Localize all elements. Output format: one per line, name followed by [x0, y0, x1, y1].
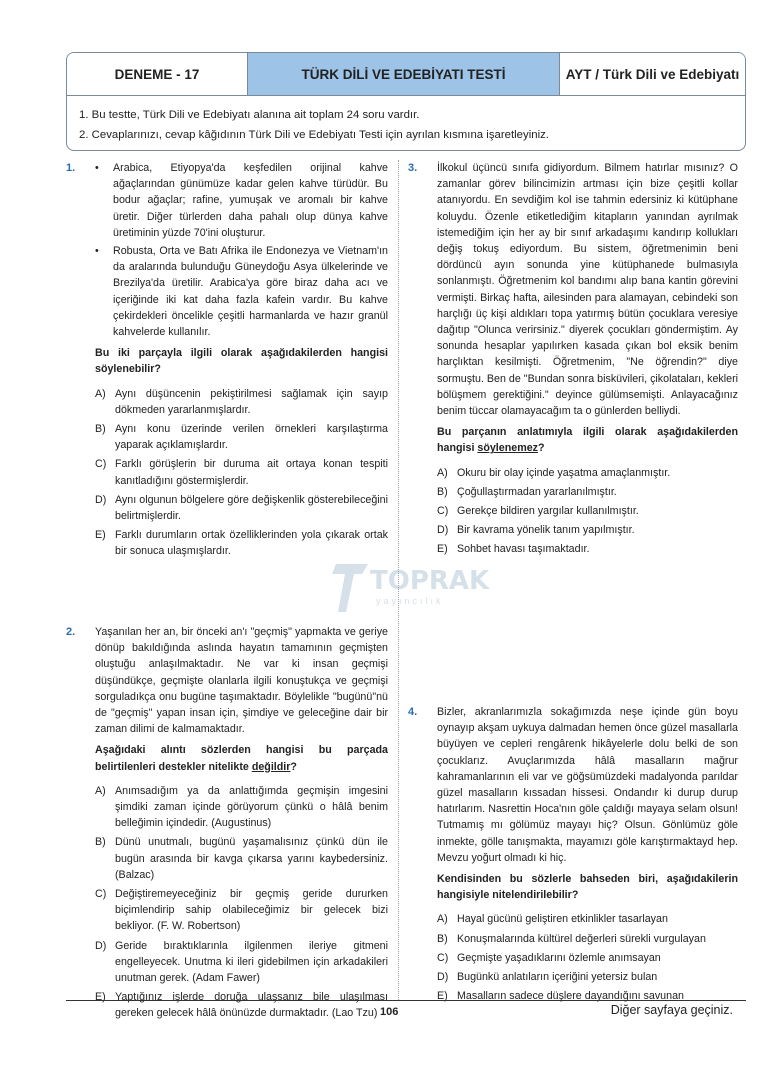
- bullet-text: Arabica, Etiyopya'da keşfedilen orijinal kahve ağaçlarından günümüze kadar gelen kahve türüdür. Bu bodur ağaçlar; rafine, yumuşak ve aromalı bir kahve üretir. Diğer türlerden daha pahalı olup dünya kahve üretiminin yüzde 70'ini oluşturur.: [113, 162, 388, 239]
- option-b[interactable]: [437, 484, 738, 500]
- option-d[interactable]: [437, 522, 738, 538]
- option-text: Yaptığınız işlerde doruğa ulaşsanız bile ulaşılması gereken gelecek hâlâ önünüzde durmaktadır. (Lao Tzu): [115, 991, 388, 1020]
- instructions-box: [66, 96, 746, 151]
- option-letter: A): [437, 466, 448, 479]
- instruction-item: 1. Bu testte, Türk Dili ve Edebiyatı alanına ait toplam 24 soru vardır.: [79, 109, 420, 121]
- question-stem: Kendisinden bu sözlerle bahseden biri, aşağıdakilerin hangisiyle nitelendirilebilir?: [437, 873, 738, 902]
- option-letter: D): [437, 524, 449, 537]
- option-letter: D): [95, 493, 107, 506]
- footer-divider: [66, 1000, 746, 1001]
- option-text: Aynı konu üzerinde verilen örnekleri karşılaştırma yaparak açıklamışlardır.: [115, 423, 388, 452]
- stem-end: ?: [290, 760, 297, 773]
- question-2: [66, 624, 388, 1025]
- option-text: Bugünkü anlatıların içeriğini yetersiz bulan: [457, 971, 658, 984]
- bullet-item: [95, 243, 388, 340]
- subject-label: AYT / Türk Dili ve Edebiyatı: [559, 53, 745, 95]
- option-text: Sohbet havası taşımaktadır.: [457, 543, 590, 556]
- question-number: 1.: [66, 162, 76, 174]
- question-passage: Bizler, akranlarımızla sokağımızda neşe içinde gün boyu oynayıp akşam uykuya dalmadan hemen önce güzel masallarla büyüyen ve cepleri rengârenk hikâyelerle dolu belki de son çocuklarız. Avuçlarımızda hâlâ masalların mağrur kahramanlarının eli var ve göğsümüzdeki madalyonda parıldar güzel masalların kıssadan hissesi. Ondandır ki durup durup hatırlarım. Nasrettin Hoca'nın göle çaldığı mayaya selam olsun! Tutmamış mı gölümüz mayayı hiç? Olsun. Gönlümüz göle inmekte, gölle tanışmakta, mayamızı göle karıştırmaktayd hep. Mevzu yoğurt olmadı ki hiç.: [437, 706, 738, 864]
- option-letter: A): [95, 784, 106, 797]
- option-letter: C): [95, 888, 107, 901]
- question-passage: Yaşanılan her an, bir önceki an'ı "geçmiş" yapmakta ve geriye dönüp bakıldığında aslında hayatın tamamının geçmişten oluştuğu anlaşılmaktadır. Ne var ki insan geçmişi düşündükçe, geçmişte olanlarla ilgili konuştukça ve geçmişi sorguladıkça onu bugüne taşımaktadır. Böylelikle "bugünü"nü de "geçmiş" yapan insan için, şimdiye ve geleceğine dair bir zaman dilimi de kalmamaktadır.: [95, 626, 388, 736]
- bullet-item: [95, 160, 388, 241]
- option-text: Çoğullaştırmadan yararlanılmıştır.: [457, 485, 617, 498]
- option-letter: B): [95, 423, 106, 436]
- stem-text: Bu parçanın anlatımıyla ilgili olarak aşağıdakilerden hangisi: [437, 426, 738, 455]
- option-a[interactable]: [437, 911, 738, 927]
- bullet-dot: •: [95, 245, 99, 258]
- option-text: Değiştiremeyeceğiniz bir geçmiş geride dururken biçimlendirip sahip olabileceğimiz bir gelecek bizi bekliyor. (F. W. Robertson): [115, 888, 388, 933]
- option-d[interactable]: [95, 938, 388, 987]
- option-letter: C): [95, 458, 107, 471]
- question-stem: Bu iki parçayla ilgili olarak aşağıdakilerden hangisi söylenebilir?: [95, 347, 388, 376]
- option-letter: E): [95, 529, 106, 542]
- question-number: 3.: [408, 162, 418, 174]
- option-text: Anımsadığım ya da anlattığımda geçmişin imgesini şimdiki zaman içinde görüyorum çünkü o hâlâ benim belleğimin içindedir. (Augustinus): [115, 784, 388, 830]
- page-number: 106: [380, 1006, 399, 1018]
- stem-emphasis: söylenemez: [477, 442, 538, 455]
- option-e[interactable]: [95, 527, 388, 559]
- option-text: Gerekçe bildiren yargılar kullanılmıştır.: [457, 505, 639, 518]
- option-text: Hayal gücünü geliştiren etkinlikler tasarlayan: [457, 913, 668, 926]
- option-text: Farklı görüşlerin bir duruma ait ortaya konan tespiti kanıtladığını göstermişlerdir.: [115, 458, 388, 487]
- option-text: Okuru bir olay içinde yaşatma amaçlanmıştır.: [457, 466, 671, 479]
- option-letter: B): [437, 932, 448, 945]
- stem-text: Aşağıdaki alıntı sözlerden hangisi bu parçada belirtilenleri destekler nitelikte: [95, 744, 388, 773]
- option-d[interactable]: [437, 969, 738, 985]
- option-letter: C): [437, 505, 449, 518]
- option-letter: D): [95, 939, 107, 952]
- exam-label: DENEME - 17: [67, 53, 248, 95]
- option-b[interactable]: [437, 931, 738, 947]
- test-title: TÜRK DİLİ VE EDEBİYATI TESTİ: [248, 53, 559, 95]
- option-a[interactable]: [95, 783, 388, 832]
- publisher-watermark: [332, 558, 490, 616]
- option-letter: A): [95, 387, 106, 400]
- option-c[interactable]: [437, 950, 738, 966]
- option-text: Aynı düşüncenin pekiştirilmesi sağlamak için sayıp dökmeden yararlanmışlardır.: [115, 387, 388, 416]
- test-header: [66, 52, 746, 96]
- option-letter: D): [437, 971, 449, 984]
- watermark-t-icon: [332, 558, 372, 616]
- question-1: [66, 160, 388, 563]
- option-a[interactable]: [437, 465, 738, 481]
- question-4: [408, 704, 738, 1007]
- option-letter: E): [95, 991, 106, 1004]
- stem-end: ?: [537, 442, 545, 455]
- option-letter: C): [437, 951, 449, 964]
- option-text: Konuşmalarında kültürel değerleri sürekli vurgulayan: [457, 932, 706, 945]
- option-e[interactable]: [437, 541, 738, 557]
- option-letter: E): [437, 990, 448, 1003]
- question-number: 4.: [408, 706, 418, 718]
- option-text: Farklı durumların ortak özelliklerinden yola çıkarak ortak bir sonuca ulaşmışlardır.: [115, 529, 388, 558]
- question-number: 2.: [66, 626, 76, 638]
- bullet-dot: •: [95, 162, 99, 174]
- option-letter: E): [437, 543, 448, 556]
- option-letter: B): [437, 485, 448, 498]
- option-c[interactable]: [95, 886, 388, 935]
- option-a[interactable]: [95, 386, 388, 418]
- bullet-text: Robusta, Orta ve Batı Afrika ile Endonezya ve Vietnam'ın da aralarında bulunduğu Güneydoğu Asya ülkelerinde ve Brezilya'da üretilir. Arabica'ya göre biraz daha acı ve içeriğinde iki kat daha fazla kafein vardır. Bu kahve çekirdekleri öncelikle çeşitli harmanlarda ve hazır granül kahvelerde kullanılır.: [113, 245, 388, 339]
- question-3: [408, 160, 738, 561]
- stem-emphasis: değildir: [251, 760, 291, 773]
- next-page-note: Diğer sayfaya geçiniz.: [610, 1003, 733, 1017]
- option-text: Bir kavrama yönelik tanım yapılmıştır.: [457, 524, 635, 537]
- option-e[interactable]: [95, 989, 388, 1021]
- option-text: Geride bıraktıklarınla ilgilenmen ileriye gitmeni engelleyecek. Unutma ki ileri gidebilmen için arkadakileri unutman gerek. (Adam Fawer): [115, 939, 388, 985]
- option-c[interactable]: [437, 503, 738, 519]
- option-text: Dünü unutmalı, bugünü yaşamalısınız çünkü dün ile bugün arasında bir kavga çıkarsa yarını kaybedersiniz. (Balzac): [115, 836, 388, 881]
- question-stem: [95, 742, 388, 774]
- option-c[interactable]: [95, 456, 388, 488]
- question-passage: İlkokul üçüncü sınıfa gidiyordum. Bilmem hatırlar mısınız? O zamanlar görev bilincimizin artması için bize çeşitli kollar atanıyordu. En sevdiğim kol ise tahmin edersiniz ki kütüphane koluydu. Özenle etiketlediğim kitapların yanından ayrılmak istemediğim için her ay bir sınıf arkadaşımı kandırıp kollukları değiş tokuş ediyordum. Bu sistem, öğretmenimin beni dördüncü ayın sonunda yine kütüphanede bulmasıyla sonlanmıştı. Öğretmenim kol bandımı alıp bana kantin görevini vermişti. Birkaç hafta, ailesinden para alamayan, cebindeki son harçlığı üç kişi aldıkları topa yatırmış bütün çocuklara veresiye dağıtıp "Olunca verirsiniz." diyerek çocukları göndermiştim. Ay sonunda hesaplar yapılırken kasada çıkan bol eksik benim harçlıktan kesilmişti. Öğretmenim, "Ne öğrendin?" diye sormuştu. Ben de "Bundan sonra bisküvileri, çikolataları, kekleri bölüşmem gerektiğini." deyince gülümsemişti. Anlayacağınız benim tüccar olamayacağım ta o günlerden belliydi.: [437, 162, 738, 418]
- watermark-subtitle: yayıncılık: [376, 596, 444, 606]
- instruction-item: 2. Cevaplarınızı, cevap kâğıdının Türk Dili ve Edebiyatı Testi için ayrılan kısmına işaretleyiniz.: [79, 129, 549, 141]
- option-b[interactable]: [95, 421, 388, 453]
- watermark-name: TOPRAK: [370, 566, 490, 596]
- option-letter: B): [95, 836, 106, 849]
- question-stem: [437, 424, 738, 456]
- option-text: Geçmişte yaşadıklarını özlemle anımsayan: [457, 951, 661, 964]
- option-text: Masalların sadece düşlere dayandığını savunan: [457, 990, 684, 1003]
- option-text: Aynı olgunun bölgelere göre değişkenlik gösterebileceğini belirtmişlerdir.: [115, 493, 388, 523]
- option-d[interactable]: [95, 492, 388, 524]
- option-b[interactable]: [95, 834, 388, 883]
- option-letter: A): [437, 913, 448, 926]
